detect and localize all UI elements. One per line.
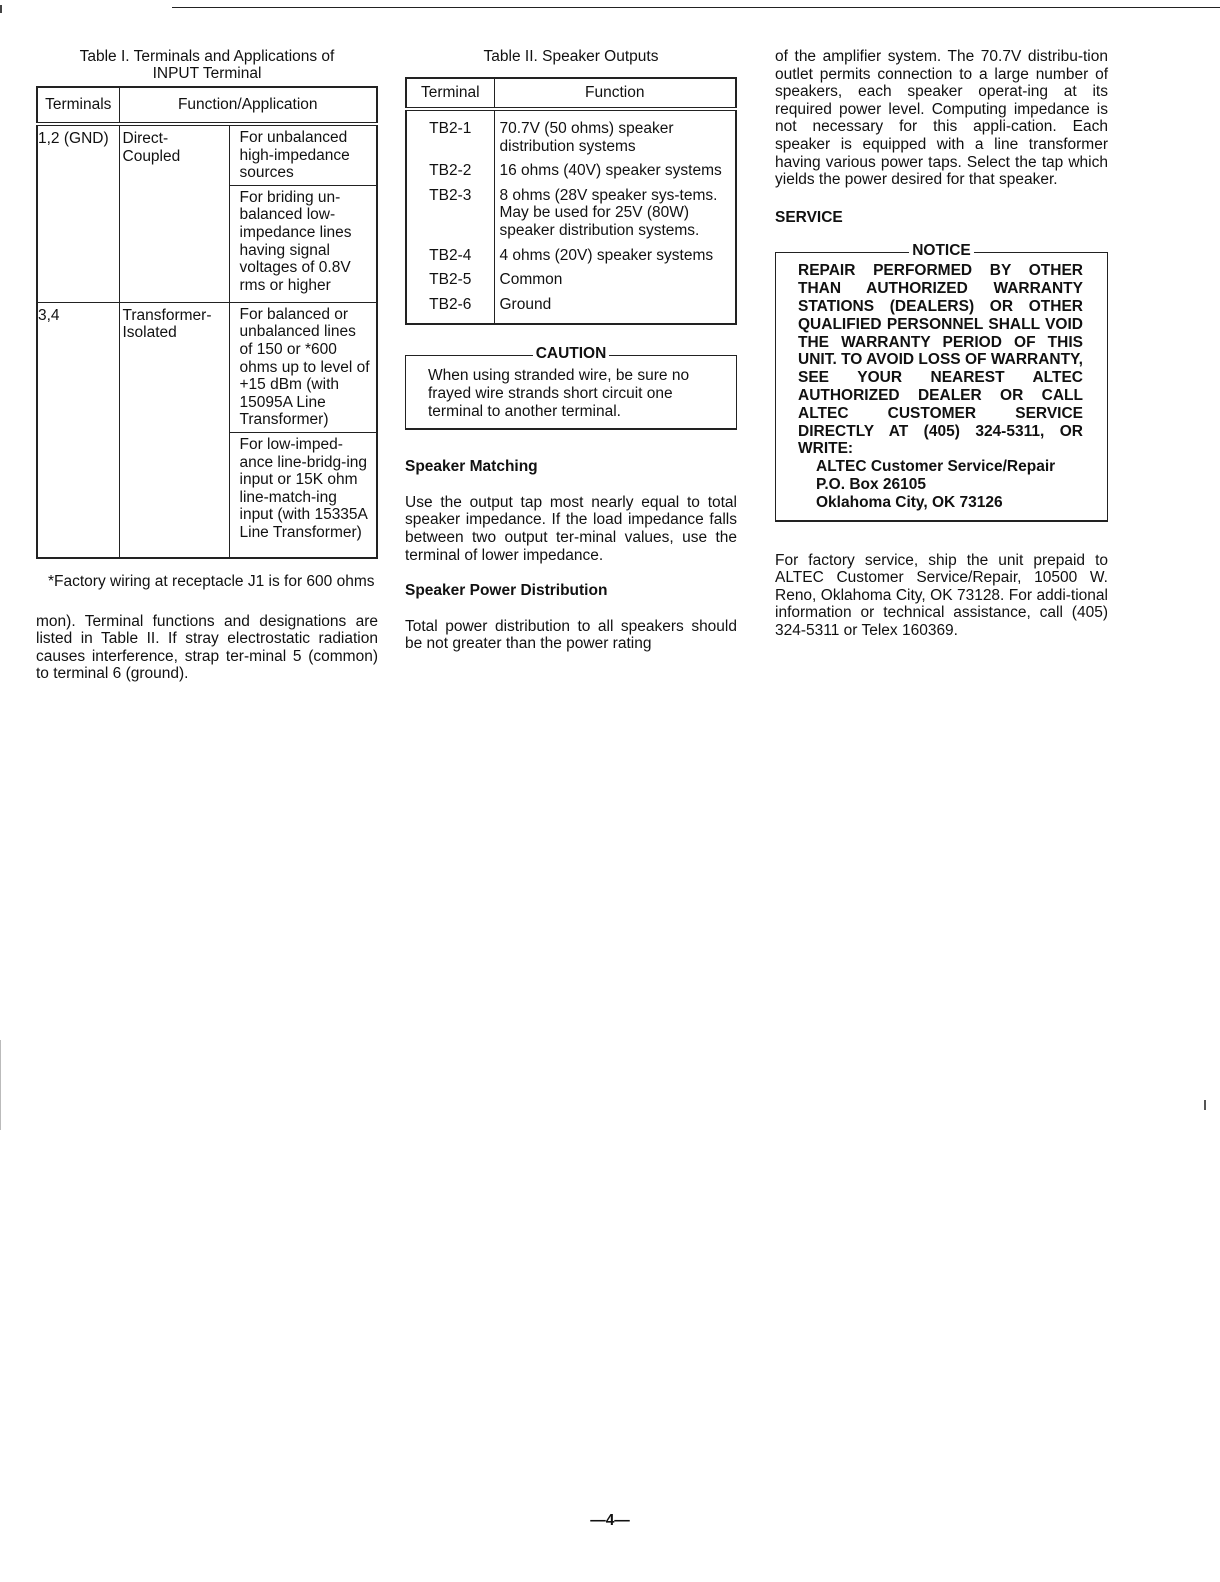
table2-header-row <box>406 78 736 109</box>
table2-function-cell: 70.7V (50 ohms) speaker distribution systems <box>494 109 736 159</box>
table-row <box>37 124 377 185</box>
column-1 <box>36 48 378 683</box>
table1-type-cell: Direct-Coupled <box>119 124 229 302</box>
table2-header-function: Function <box>494 78 736 109</box>
table1-caption-line2: INPUT Terminal <box>152 65 262 82</box>
table1-app-cell: For briding un-balanced low-impedance lines having signal voltages of 0.8V rms or higher <box>229 185 377 302</box>
column-2 <box>405 48 737 653</box>
column-3 <box>775 48 1108 639</box>
table-row <box>406 268 736 293</box>
table2-terminal-cell: TB2-4 <box>429 246 472 264</box>
address-line: Oklahoma City, OK 73126 <box>816 493 1003 511</box>
table2-terminal-cell: TB2-2 <box>429 162 472 180</box>
speaker-power-heading: Speaker Power Distribution <box>405 582 608 600</box>
table1-header-terminals: Terminals <box>37 87 119 124</box>
table2-function-cell: Common <box>494 268 736 293</box>
edge-mark <box>0 1040 1 1130</box>
factory-service-text: For factory service, ship the unit prepaid to ALTEC Customer Service/Repair, 10500 W. Reno, Oklahoma City, OK 73128. For addi-tional information or technical assistance, call (405) 324-5311 or Telex 160369. <box>775 551 1108 639</box>
table1-header-function: Function/Application <box>119 87 377 124</box>
service-heading: SERVICE <box>775 208 843 226</box>
notice-box <box>775 242 1108 521</box>
caution-legend <box>406 345 736 363</box>
corner-mark <box>0 5 2 13</box>
address-line: P.O. Box 26105 <box>816 475 927 493</box>
top-rule <box>172 7 1220 8</box>
margin-mark <box>1204 1100 1206 1110</box>
table2-function-cell: 16 ohms (40V) speaker systems <box>494 159 736 184</box>
table1-caption <box>36 48 378 82</box>
notice-title: NOTICE <box>909 242 974 259</box>
address-line: ALTEC Customer Service/Repair <box>816 458 1056 476</box>
table-row <box>37 302 377 432</box>
col1-paragraph: mon). Terminal functions and designations are listed in Table II. If stray electrostatic radiation causes interference, strap ter-minal 5 (common) to terminal 6 (ground). <box>36 612 378 683</box>
table1-app-cell: For unbalanced high-impedance sources <box>229 124 377 185</box>
notice-text: REPAIR PERFORMED BY OTHER THAN AUTHORIZED WARRANTY STATIONS (DEALERS) OR OTHER QUALIFIED PERSONNEL SHALL VOID THE WARRANTY PERIOD OF THIS UNIT. TO AVOID LOSS OF WARRANTY, SEE YOUR NEAREST ALTEC AUTHORIZED DEALER OR CALL ALTEC CUSTOMER SERVICE DIRECTLY AT (405) 324-5311, OR WRITE: <box>798 262 1083 458</box>
service-address <box>798 458 1083 511</box>
table1-header-row <box>37 87 377 124</box>
table-row <box>406 159 736 184</box>
caution-title: CAUTION <box>533 345 610 362</box>
table2-function-cell: 8 ohms (28V speaker sys-tems. May be used for 25V (80W) speaker distribution systems. <box>494 184 736 244</box>
table1 <box>36 86 378 559</box>
table2 <box>405 77 737 325</box>
table2-header-terminal: Terminal <box>406 78 494 109</box>
table1-footnote: *Factory wiring at receptacle J1 is for 600 ohms <box>48 572 375 590</box>
table1-type-cell: Transformer-Isolated <box>119 302 229 558</box>
table1-app-cell: For balanced or unbalanced lines of 150 or *600 ohms up to level of +15 dBm (with 15095A Line Transformer) <box>229 302 377 432</box>
table-row <box>406 109 736 159</box>
caution-box <box>405 345 737 430</box>
table2-terminal-cell: TB2-1 <box>429 120 472 137</box>
table-row <box>406 184 736 244</box>
table1-app-cell: For low-imped-ance line-bridg-ing input or 15K ohm line-match-ing input (with 15335A Line Transformer) <box>229 432 377 558</box>
table-row <box>406 293 736 325</box>
table2-function-cell: 4 ohms (20V) speaker systems <box>494 244 736 269</box>
table1-terminal-cell: 3,4 <box>37 302 119 558</box>
notice-legend <box>776 242 1107 260</box>
table1-terminal-cell: 1,2 (GND) <box>37 124 119 302</box>
table-row <box>406 244 736 269</box>
table2-function-cell: Ground <box>494 293 736 325</box>
table2-terminal-cell: TB2-5 <box>429 271 472 289</box>
table2-terminal-cell: TB2-3 <box>429 186 472 204</box>
table1-caption-line1: Table I. Terminals and Applications of <box>79 48 335 65</box>
page-number: —4— <box>590 1512 630 1529</box>
table2-terminal-cell: TB2-6 <box>429 295 472 313</box>
caution-text: When using stranded wire, be sure no frayed wire strands short circuit one terminal to another terminal. <box>428 367 690 420</box>
speaker-matching-text: Use the output tap most nearly equal to total speaker impedance. If the load impedance falls between two output ter-minal values, use the terminal of lower impedance. <box>405 493 737 564</box>
speaker-matching-heading: Speaker Matching <box>405 458 538 476</box>
col3-paragraph: of the amplifier system. The 70.7V distribu-tion outlet permits connection to a large number of speakers, each speaker operat-ing at its required power level. Computing impedance is not necessary for this appli-cation. Each speaker is equipped with a line transformer having various power taps. Select the tap which yields the power desired for that speaker. <box>775 48 1108 189</box>
speaker-power-text: Total power distribution to all speakers should be not greater than the power rating <box>405 617 737 653</box>
table2-caption: Table II. Speaker Outputs <box>483 48 659 65</box>
